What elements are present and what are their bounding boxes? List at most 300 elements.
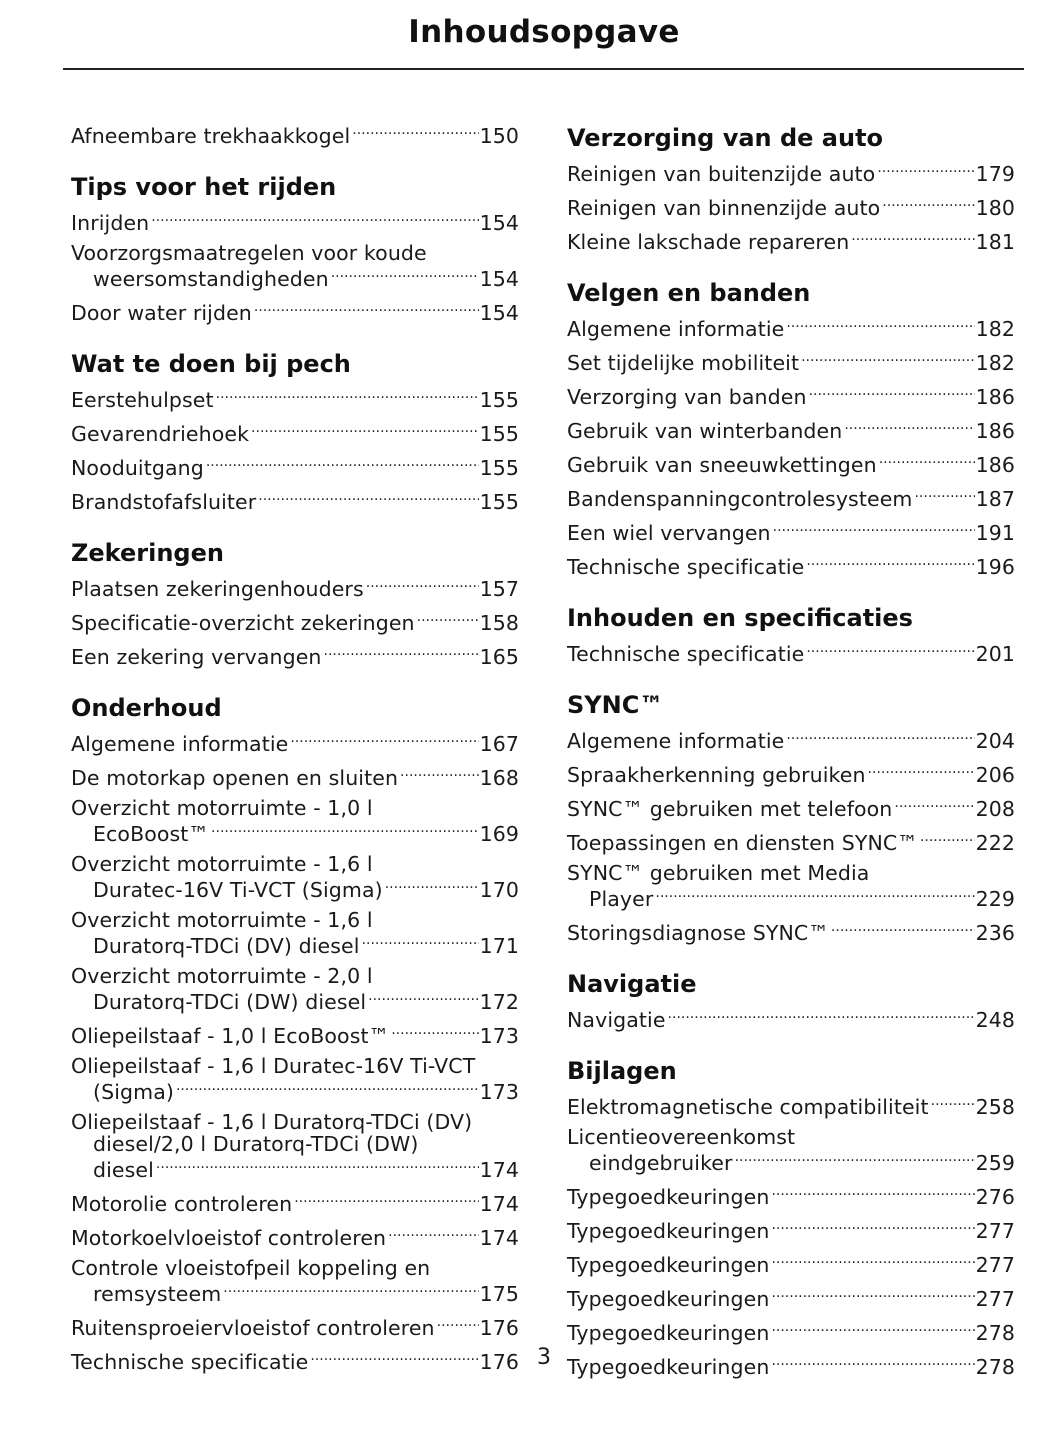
toc-section-velgen-en-banden [567, 276, 1015, 582]
toc-entry-title: Typegoedkeuringen [567, 1253, 770, 1277]
toc-entry[interactable] [567, 722, 1015, 756]
dot-leader [914, 484, 974, 506]
dot-leader [786, 314, 974, 336]
toc-section-verzorging-van-de-auto [567, 121, 1015, 257]
toc-entry-title: Gebruik van winterbanden [567, 419, 843, 443]
toc-entry-line [567, 518, 1015, 544]
toc-entry-title: Motorolie controleren [71, 1192, 293, 1216]
toc-entry-page: 154 [479, 301, 519, 325]
toc-entry-page: 277 [975, 1287, 1015, 1311]
toc-entry[interactable] [567, 1212, 1015, 1246]
dot-leader [294, 1189, 478, 1211]
dot-leader [366, 574, 479, 596]
section-heading: Velgen en banden [567, 279, 811, 307]
toc-entry-line [71, 763, 519, 789]
dot-leader [176, 1077, 479, 1099]
dot-leader [831, 918, 975, 940]
toc-entry[interactable] [71, 1309, 519, 1343]
dot-leader [206, 453, 479, 475]
toc-entry-title: Kleine lakschade repareren [567, 230, 850, 254]
toc-entry-page: 173 [479, 1080, 519, 1104]
toc-entry-title: Player [589, 887, 654, 911]
toc-entry[interactable] [567, 344, 1015, 378]
section-heading: Inhouden en specificaties [567, 604, 913, 632]
toc-entry-title: Duratec-16V Ti-VCT (Sigma) [93, 878, 383, 902]
toc-entry-page: 154 [479, 267, 519, 291]
toc-entry-title: Ruitensproeiervloeistof controleren [71, 1316, 435, 1340]
dot-leader [385, 875, 479, 897]
toc-entry-title: Overzicht motorruimte - 2,0 l [71, 964, 373, 988]
toc-entry-page: 229 [975, 887, 1015, 911]
toc-entry[interactable] [567, 1088, 1015, 1122]
toc-entry[interactable] [71, 294, 519, 328]
toc-entry[interactable] [567, 790, 1015, 824]
dot-leader [806, 639, 974, 661]
toc-right-column [567, 113, 1015, 1401]
toc-entry[interactable] [567, 824, 1015, 858]
dot-leader [773, 518, 975, 540]
toc-entry-page: 175 [479, 1282, 519, 1306]
dot-leader [771, 1318, 974, 1340]
toc-entry-line [567, 484, 1015, 510]
toc-entry-title: EcoBoost™ [93, 822, 210, 846]
toc-entry[interactable] [71, 1017, 519, 1051]
toc-entry[interactable] [567, 1178, 1015, 1212]
toc-entry-line [71, 642, 519, 668]
toc-entry[interactable] [567, 1122, 1015, 1178]
toc-entry-title: (Sigma) [93, 1080, 174, 1104]
toc-entry-line [71, 121, 519, 147]
toc-entry-line [71, 797, 519, 819]
toc-entry-title: Algemene informatie [567, 729, 785, 753]
toc-entry[interactable] [71, 905, 519, 961]
toc-entry-page: 258 [975, 1095, 1015, 1119]
toc-entry-page: 180 [975, 196, 1015, 220]
toc-entry-page: 157 [479, 577, 519, 601]
dot-leader [290, 729, 478, 751]
toc-entry-page: 277 [975, 1253, 1015, 1277]
dot-leader [806, 552, 974, 574]
dot-leader [388, 1223, 478, 1245]
toc-entry-page: 155 [479, 456, 519, 480]
toc-entry-line [71, 264, 519, 290]
toc-entry-page: 165 [479, 645, 519, 669]
toc-entry-line [567, 1250, 1015, 1276]
section-heading: Onderhoud [71, 694, 222, 722]
dot-leader [211, 819, 479, 841]
toc-entry[interactable] [567, 223, 1015, 257]
dot-leader [655, 884, 974, 906]
toc-entry[interactable] [567, 1001, 1015, 1035]
toc-entry-title: Reinigen van buitenzijde auto [567, 162, 876, 186]
toc-entry[interactable] [71, 1185, 519, 1219]
toc-entry-title: Spraakherkenning gebruiken [567, 763, 866, 787]
toc-entry-title: Voorzorgsmaatregelen voor koude [71, 241, 427, 265]
toc-entry[interactable] [567, 1314, 1015, 1348]
toc-entry-line [567, 760, 1015, 786]
section-heading: Navigatie [567, 970, 697, 998]
toc-section-wat-te-doen-bij-pech [71, 347, 519, 517]
toc-entry-page: 173 [479, 1024, 519, 1048]
toc-entry-line [71, 242, 519, 264]
toc-entry-page: 236 [975, 921, 1015, 945]
toc-entry-line [567, 918, 1015, 944]
toc-entry[interactable] [567, 756, 1015, 790]
section-heading: Wat te doen bij pech [71, 350, 351, 378]
toc-entry-title: Eerstehulpset [71, 388, 214, 412]
toc-entry-page: 155 [479, 490, 519, 514]
toc-entry-page: 259 [975, 1151, 1015, 1175]
toc-entry-page: 176 [479, 1316, 519, 1340]
toc-entry[interactable] [567, 548, 1015, 582]
dot-leader [417, 608, 479, 630]
toc-entry[interactable] [567, 378, 1015, 412]
toc-entry[interactable] [567, 189, 1015, 223]
toc-entry-line [567, 639, 1015, 665]
toc-entry-title: Afneembare trekhaakkogel [71, 124, 351, 148]
toc-entry-line [71, 931, 519, 957]
toc-entry-line [71, 1133, 519, 1155]
toc-entry-title: Typegoedkeuringen [567, 1185, 770, 1209]
toc-entry-page: 248 [975, 1008, 1015, 1032]
toc-entry-title: Technische specificatie [567, 642, 805, 666]
toc-entry-title: Gebruik van sneeuwkettingen [567, 453, 877, 477]
toc-entry-line [567, 1005, 1015, 1031]
toc-entry[interactable] [71, 483, 519, 517]
toc-section-sync [567, 688, 1015, 948]
title-divider [63, 68, 1024, 70]
section-heading: Zekeringen [71, 539, 224, 567]
toc-entry-page: 172 [479, 990, 519, 1014]
toc-section-navigatie [567, 967, 1015, 1035]
toc-entry[interactable] [71, 604, 519, 638]
toc-entry-title: Motorkoelvloeistof controleren [71, 1226, 387, 1250]
toc-entry-line [567, 884, 1015, 910]
toc-entry-page: 167 [479, 732, 519, 756]
toc-entry-line [71, 987, 519, 1013]
toc-entry-title: diesel [93, 1158, 154, 1182]
toc-entry-line [71, 208, 519, 234]
dot-leader [851, 227, 974, 249]
toc-entry-line [567, 159, 1015, 185]
toc-entry-line [71, 1257, 519, 1279]
toc-entry-page: 154 [479, 211, 519, 235]
toc-entry-line [567, 227, 1015, 253]
toc-entry-title: Plaatsen zekeringenhouders [71, 577, 364, 601]
toc-entry-line [71, 853, 519, 875]
toc-entry[interactable] [71, 1253, 519, 1309]
toc-entry-line [567, 193, 1015, 219]
toc-entry-title: Duratorq-TDCi (DV) diesel [93, 934, 360, 958]
toc-entry[interactable] [567, 1246, 1015, 1280]
toc-entry[interactable] [567, 446, 1015, 480]
toc-entry[interactable] [71, 570, 519, 604]
toc-entry-title: Een zekering vervangen [71, 645, 322, 669]
toc-entry[interactable] [567, 635, 1015, 669]
toc-entry-title: Nooduitgang [71, 456, 204, 480]
toc-entry-line [71, 1155, 519, 1181]
toc-entry-line [71, 1279, 519, 1305]
toc-entry-line [567, 450, 1015, 476]
dot-leader [882, 193, 974, 215]
toc-entry-page: 176 [479, 1350, 519, 1374]
toc-entry-title: eindgebruiker [589, 1151, 733, 1175]
toc-entry[interactable] [71, 793, 519, 849]
toc-entry-line [71, 419, 519, 445]
dot-leader [368, 987, 478, 1009]
toc-entry-title: Set tijdelijke mobiliteit [567, 351, 800, 375]
toc-entry-title: Overzicht motorruimte - 1,0 l [71, 796, 373, 820]
dot-leader [868, 760, 975, 782]
toc-entry-title: remsysteem [93, 1282, 222, 1306]
toc-section-tips-voor-het-rijden [71, 170, 519, 328]
toc-entry-line [71, 1223, 519, 1249]
toc-entry-page: 170 [479, 878, 519, 902]
toc-entry-line [71, 1055, 519, 1077]
toc-entry-line [71, 1111, 519, 1133]
toc-entry-page: 278 [975, 1355, 1015, 1379]
toc-entry-page: 187 [975, 487, 1015, 511]
toc-entry[interactable] [567, 1280, 1015, 1314]
toc-entry-title: Oliepeilstaaf - 1,0 l EcoBoost™ [71, 1024, 390, 1048]
dot-leader [258, 487, 478, 509]
page-number: 3 [537, 1345, 551, 1370]
dot-leader [251, 419, 479, 441]
dot-leader [668, 1005, 975, 1027]
toc-entry-title: Algemene informatie [71, 732, 289, 756]
toc-entry-line [71, 1021, 519, 1047]
toc-entry-title: Typegoedkeuringen [567, 1355, 770, 1379]
toc-entry-line [567, 862, 1015, 884]
dot-leader [879, 450, 975, 472]
toc-entry-page: 186 [975, 419, 1015, 443]
toc-section-bijlagen [567, 1054, 1015, 1382]
toc-entry-title: Elektromagnetische compatibiliteit [567, 1095, 929, 1119]
dot-leader [362, 931, 479, 953]
toc-entry-title: Verzorging van banden [567, 385, 807, 409]
dot-leader [771, 1216, 974, 1238]
toc-entry[interactable] [567, 914, 1015, 948]
toc-entry-line [71, 453, 519, 479]
dot-leader [771, 1250, 974, 1272]
dot-leader [391, 1021, 478, 1043]
toc-entry-page: 206 [975, 763, 1015, 787]
dot-leader [920, 828, 975, 850]
toc-entry-title: Overzicht motorruimte - 1,6 l [71, 908, 373, 932]
toc-entry-line [567, 1284, 1015, 1310]
toc-entry-page: 182 [975, 351, 1015, 375]
toc-entry[interactable] [71, 1107, 519, 1185]
dot-leader [786, 726, 974, 748]
dot-leader [894, 794, 974, 816]
toc-entry[interactable] [567, 412, 1015, 446]
toc-entry-page: 204 [975, 729, 1015, 753]
toc-entry-title: Brandstofafsluiter [71, 490, 257, 514]
toc-entry[interactable] [71, 1051, 519, 1107]
toc-entry-page: 208 [975, 797, 1015, 821]
toc-entry-page: 168 [479, 766, 519, 790]
toc-entry[interactable] [71, 449, 519, 483]
toc-entry-page: 201 [975, 642, 1015, 666]
toc-entry[interactable] [71, 849, 519, 905]
toc-entry-title: weersomstandigheden [93, 267, 329, 291]
toc-section-zekeringen [71, 536, 519, 672]
toc-entry[interactable] [567, 858, 1015, 914]
toc-entry-page: 174 [479, 1226, 519, 1250]
page-title: Inhoudsopgave [408, 14, 680, 50]
toc-entry-page: 150 [479, 124, 519, 148]
toc-section [71, 117, 519, 151]
toc-entry-page: 171 [479, 934, 519, 958]
toc-entry-title: Storingsdiagnose SYNC™ [567, 921, 829, 945]
dot-leader [771, 1284, 974, 1306]
toc-entry-line [567, 1126, 1015, 1148]
toc-entry-page: 158 [479, 611, 519, 635]
toc-entry-title: Duratorq-TDCi (DW) diesel [93, 990, 367, 1014]
toc-entry-title: Reinigen van binnenzijde auto [567, 196, 881, 220]
section-heading: Verzorging van de auto [567, 124, 884, 152]
toc-entry-page: 182 [975, 317, 1015, 341]
toc-entry-line [71, 819, 519, 845]
toc-entry-line [567, 1182, 1015, 1208]
section-heading: Tips voor het rijden [71, 173, 337, 201]
toc-entry[interactable] [567, 480, 1015, 514]
toc-entry-line [567, 794, 1015, 820]
toc-entry-title: Specificatie-overzicht zekeringen [71, 611, 415, 635]
toc-entry-title: Oliepeilstaaf - 1,6 l Duratec-16V Ti-VCT [71, 1054, 476, 1078]
toc-entry[interactable] [71, 961, 519, 1017]
toc-entry-title: Toepassingen en diensten SYNC™ [567, 831, 918, 855]
toc-entry-line [567, 382, 1015, 408]
toc-entry-line [71, 1189, 519, 1215]
dot-leader [151, 208, 478, 230]
toc-entry-line [71, 574, 519, 600]
dot-leader [324, 642, 479, 664]
dot-leader [331, 264, 479, 286]
toc-entry-title: Gevarendriehoek [71, 422, 250, 446]
toc-entry-line [567, 314, 1015, 340]
toc-entry-line [567, 348, 1015, 374]
toc-entry-title: Typegoedkeuringen [567, 1287, 770, 1311]
dot-leader [156, 1155, 479, 1177]
toc-entry-line [567, 552, 1015, 578]
dot-leader [877, 159, 974, 181]
toc-entry-line [567, 416, 1015, 442]
toc-entry-title: Technische specificatie [567, 555, 805, 579]
dot-leader [735, 1148, 975, 1170]
toc-left-column [71, 113, 519, 1396]
toc-entry-page: 174 [479, 1158, 519, 1182]
dot-leader [223, 1279, 478, 1301]
toc-entry-title: Bandenspanningcontrolesysteem [567, 487, 913, 511]
toc-entry-page: 191 [975, 521, 1015, 545]
toc-entry-title: SYNC™ gebruiken met telefoon [567, 797, 893, 821]
toc-entry-title: Licentieovereenkomst [567, 1125, 796, 1149]
toc-entry-line [567, 1092, 1015, 1118]
toc-entry-title: Door water rijden [71, 301, 252, 325]
toc-entry-line [71, 385, 519, 411]
toc-section-onderhoud [71, 691, 519, 1377]
toc-entry-title: Navigatie [567, 1008, 666, 1032]
toc-entry-title: De motorkap openen en sluiten [71, 766, 399, 790]
dot-leader [352, 121, 478, 143]
toc-entry-line [567, 1216, 1015, 1242]
toc-section-inhouden-en-specificaties [567, 601, 1015, 669]
toc-entry-page: 186 [975, 385, 1015, 409]
toc-entry-title: Een wiel vervangen [567, 521, 771, 545]
toc-entry-title: Typegoedkeuringen [567, 1219, 770, 1243]
toc-entry-page: 277 [975, 1219, 1015, 1243]
toc-entry-title: Technische specificatie [71, 1350, 309, 1374]
section-heading: SYNC™ [567, 691, 664, 719]
toc-entry-line [71, 1313, 519, 1339]
toc-entry[interactable] [567, 514, 1015, 548]
toc-entry-page: 174 [479, 1192, 519, 1216]
toc-entry[interactable] [567, 155, 1015, 189]
dot-leader [844, 416, 974, 438]
toc-entry-title: Controle vloeistofpeil koppeling en [71, 1256, 431, 1280]
section-heading: Bijlagen [567, 1057, 677, 1085]
dot-leader [801, 348, 974, 370]
toc-entry-line [71, 608, 519, 634]
toc-entry-page: 276 [975, 1185, 1015, 1209]
toc-entry[interactable] [71, 725, 519, 759]
toc-entry-line [567, 828, 1015, 854]
toc-entry-page: 179 [975, 162, 1015, 186]
toc-entry-line [71, 875, 519, 901]
toc-entry-page: 186 [975, 453, 1015, 477]
toc-entry[interactable] [71, 381, 519, 415]
toc-entry[interactable] [71, 238, 519, 294]
dot-leader [931, 1092, 975, 1114]
toc-entry[interactable] [71, 759, 519, 793]
toc-entry-page: 169 [479, 822, 519, 846]
toc-entry[interactable] [71, 204, 519, 238]
toc-entry-line [567, 726, 1015, 752]
toc-entry-page: 196 [975, 555, 1015, 579]
toc-entry-line [71, 487, 519, 513]
toc-entry-title: Typegoedkeuringen [567, 1321, 770, 1345]
toc-entry[interactable] [567, 310, 1015, 344]
toc-entry-line [71, 1077, 519, 1103]
toc-entry-line [71, 965, 519, 987]
dot-leader [254, 298, 479, 320]
toc-entry[interactable] [71, 117, 519, 151]
toc-entry-page: 222 [975, 831, 1015, 855]
toc-entry-line [71, 298, 519, 324]
dot-leader [771, 1182, 974, 1204]
toc-entry[interactable] [71, 415, 519, 449]
toc-entry-title: Algemene informatie [567, 317, 785, 341]
toc-entry[interactable] [71, 638, 519, 672]
toc-entry-title: Inrijden [71, 211, 150, 235]
dot-leader [216, 385, 479, 407]
toc-entry-title: SYNC™ gebruiken met Media [567, 861, 870, 885]
toc-entry-page: 155 [479, 388, 519, 412]
toc-entry-line [567, 1318, 1015, 1344]
toc-entry-title: Overzicht motorruimte - 1,6 l [71, 852, 373, 876]
dot-leader [437, 1313, 479, 1335]
toc-entry[interactable] [71, 1219, 519, 1253]
dot-leader [400, 763, 479, 785]
toc-entry-line [71, 729, 519, 755]
dot-leader [809, 382, 975, 404]
toc-entry-page: 278 [975, 1321, 1015, 1345]
toc-entry-line [71, 909, 519, 931]
toc-entry-title: Oliepeilstaaf - 1,6 l Duratorq-TDCi (DV) [71, 1110, 473, 1134]
toc-entry-page: 155 [479, 422, 519, 446]
toc-entry-line [567, 1148, 1015, 1174]
